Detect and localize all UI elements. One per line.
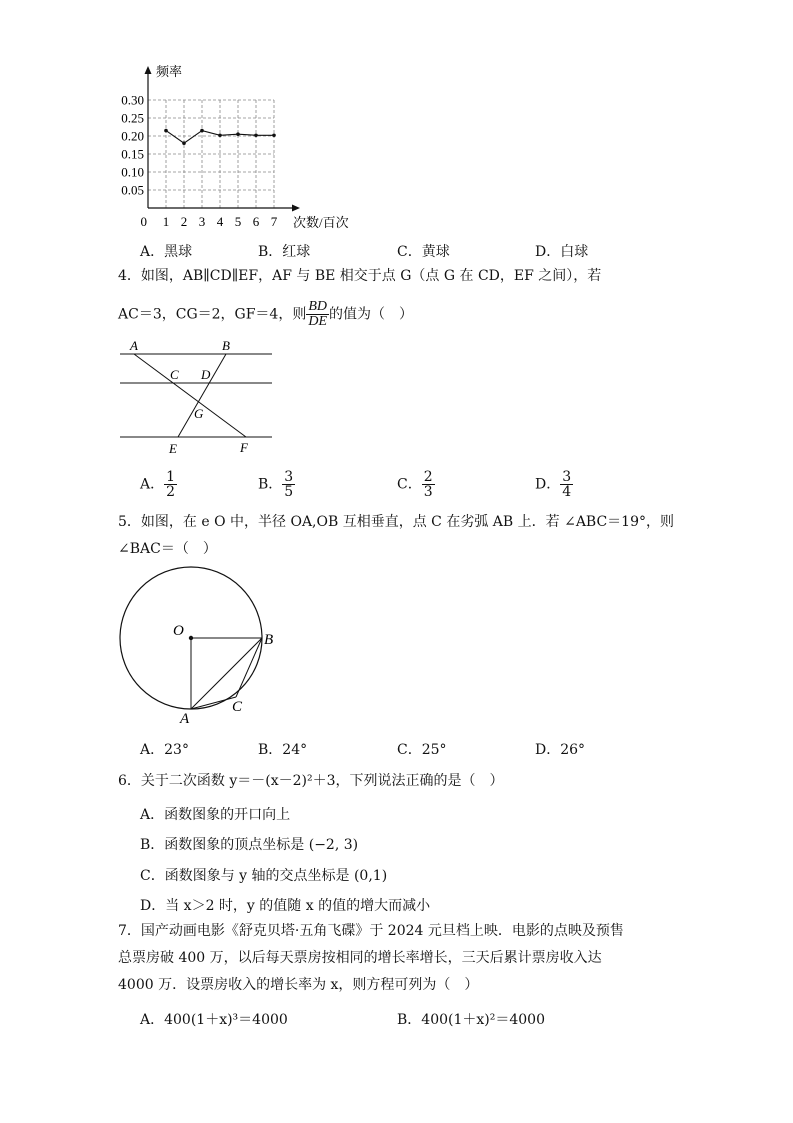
q5-label-o: O (173, 623, 184, 639)
x-tick-label: 5 (234, 214, 242, 229)
x-tick-label: 4 (216, 214, 224, 229)
q5-stem-line2: ∠BAC＝（ ） (118, 541, 217, 557)
y-tick-label: 0.25 (121, 110, 144, 126)
q4-label-g: G (194, 406, 204, 421)
q4-option-c[interactable]: C． $\frac{2}{3}$ (397, 469, 433, 500)
y-axis-label: 频率 (156, 64, 183, 79)
y-tick-label: 0.30 (121, 92, 144, 108)
q5-option-b[interactable]: B．24° (258, 742, 308, 758)
x-axis-label: 次数/百次 (293, 215, 349, 230)
data-point (254, 133, 258, 137)
q6-option-d[interactable]: D．当 x＞2 时，y 的值随 x 的值的增大而减小 (140, 898, 431, 914)
q4-figure (112, 336, 282, 458)
q4-option-b[interactable]: B． $\frac{3}{5}$ (258, 469, 294, 500)
data-point (164, 129, 168, 133)
q3-option-c[interactable]: C．黄球 (397, 244, 450, 260)
x-tick-label: 1 (162, 214, 170, 229)
q4-stem-line2: AC＝3，CG＝2，GF＝4，则 $\frac{BD}{DE}$ 的值为（ ） (118, 299, 414, 329)
q5-label-a: A (180, 711, 190, 727)
data-point (200, 129, 204, 133)
q4-label-e: E (169, 441, 177, 456)
data-point (218, 133, 222, 137)
q7-stem-line2: 总票房破 400 万，以后每天票房按相同的增长率增长，三天后累计票房收入达 (118, 950, 602, 966)
q4-label-d: D (201, 367, 211, 382)
frequency-chart (110, 60, 370, 235)
y-tick-label: 0.10 (121, 164, 144, 180)
q4-option-a[interactable]: A． $\frac{1}{2}$ (140, 469, 176, 500)
q6-option-b[interactable]: B．函数图象的顶点坐标是 (−2, 3) (140, 837, 359, 853)
x-tick-label: 6 (252, 214, 260, 229)
q5-option-d[interactable]: D．26° (535, 742, 586, 758)
x-tick-label: 3 (198, 214, 206, 229)
x-tick-label: 7 (270, 214, 278, 229)
q3-option-d[interactable]: D．白球 (535, 244, 589, 260)
q5-label-c: C (232, 699, 243, 715)
y-axis-arrow (145, 66, 152, 74)
q4-option-d[interactable]: D． $\frac{3}{4}$ (535, 469, 572, 500)
origin-label: 0 (140, 214, 147, 229)
q4-fraction: $\frac{BD}{DE}$ (308, 299, 328, 329)
x-axis-arrow (292, 205, 300, 212)
q7-stem-line3: 4000 万．设票房收入的增长率为 x，则方程可列为（ ） (118, 977, 479, 993)
q5-figure (112, 560, 282, 730)
q5-option-c[interactable]: C．25° (397, 742, 447, 758)
q5-option-a[interactable]: A．23° (140, 742, 189, 758)
q3-option-a[interactable]: A．黑球 (140, 244, 193, 260)
data-point (182, 141, 186, 145)
q7-stem-line1: 7．国产动画电影《舒克贝塔·五角飞碟》于 2024 元旦档上映．电影的点映及预售 (118, 923, 624, 939)
x-tick-label: 2 (180, 214, 188, 229)
data-point (236, 132, 240, 136)
q6-option-c[interactable]: C．函数图象与 y 轴的交点坐标是 (0,1) (140, 868, 388, 884)
q4-stem-line1: 4．如图，AB∥CD∥EF，AF 与 BE 相交于点 G（点 G 在 CD，EF 之间），若 (118, 268, 602, 284)
y-tick-label: 0.15 (121, 146, 144, 162)
q4-label-f: F (240, 440, 248, 455)
q5-stem-line1: 5．如图，在 e O 中，半径 OA,OB 互相垂直，点 C 在劣弧 AB 上．若 ∠ABC＝19°，则 (118, 514, 674, 530)
q4-label-b: B (222, 338, 230, 353)
q4-label-a: A (130, 338, 138, 353)
q7-option-b[interactable]: B．400(1＋x)²＝4000 (397, 1012, 545, 1028)
q3-option-b[interactable]: B．红球 (258, 244, 311, 260)
q6-stem: 6．关于二次函数 y＝－(x－2)²＋3，下列说法正确的是（ ） (118, 773, 504, 789)
q6-option-a[interactable]: A．函数图象的开口向上 (140, 807, 291, 823)
q7-option-a[interactable]: A．400(1＋x)³＝4000 (140, 1012, 288, 1028)
q4-label-c: C (170, 367, 179, 382)
q5-label-b: B (264, 632, 274, 648)
y-tick-label: 0.20 (121, 128, 144, 144)
y-tick-label: 0.05 (121, 182, 144, 198)
data-point (272, 133, 276, 137)
